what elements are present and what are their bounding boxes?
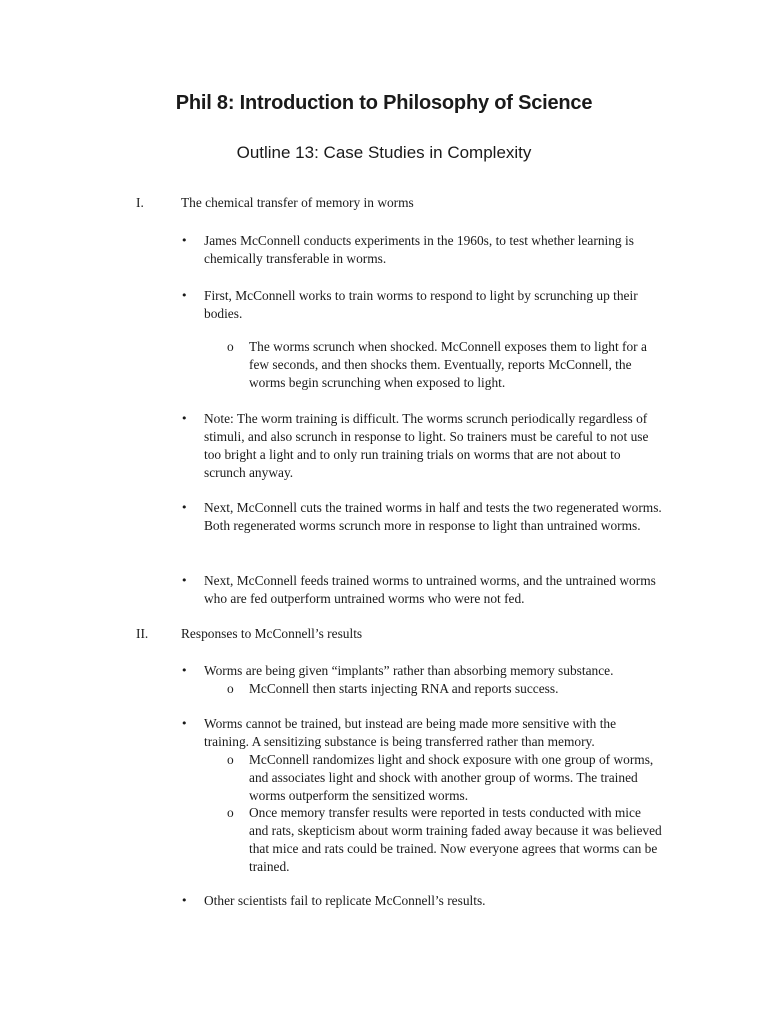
bullet-item: • Note: The worm training is difficult. The worms scrunch periodically regardless of stimuli, and also scrunch in response to light. So trainers must be careful to not use too bright a light and to only run training trials on worms that are not about to scrunch anyway. [204,410,662,482]
sub-bullet-item: McConnell randomizes light and shock exposure with one group of worms, and associates light and shock with another group of worms. The trained worms outperform the sensitized worms. [249,752,654,803]
sub-bullet-item: Once memory transfer results were reported in tests conducted with mice and rats, skepticism about worm training faded away because it was believed that mice and rats could be trained. Now everyone agrees that worms can be trained. [249,805,662,874]
sub-bullet-marker: o [227,681,234,696]
section-heading: The chemical transfer of memory in worms [181,195,414,210]
sub-bullet-marker: o [227,339,234,354]
sub-bullet-marker: o [227,805,234,820]
sub-bullet-item: The worms scrunch when shocked. McConnell exposes them to light for a few seconds, and then shocks them. Eventually, reports McConnell, the worms begin scrunching when exposed to light. [249,339,647,390]
bullet-item: • Worms are being given “implants” rather than absorbing memory substance. [204,662,662,680]
bullet-item: • Other scientists fail to replicate McConnell’s results. [204,892,662,910]
page-title: Phil 8: Introduction to Philosophy of Science [175,92,593,114]
section-number: II. [136,626,149,641]
bullet-item: • First, McConnell works to train worms to respond to light by scrunching up their bodies. [204,287,662,323]
bullet-item: • Worms cannot be trained, but instead are being made more sensitive with the training. A sensitizing substance is being transferred rather than memory. [204,715,662,751]
bullet-item: • Next, McConnell cuts the trained worms in half and tests the two regenerated worms. Both regenerated worms scrunch more in response to light than untrained worms. [204,499,662,535]
section-number: I. [136,195,144,210]
sub-bullet-item: McConnell then starts injecting RNA and reports success. [249,681,559,696]
sub-bullet-marker: o [227,752,234,767]
bullet-item: • James McConnell conducts experiments in the 1960s, to test whether learning is chemically transferable in worms. [204,232,662,268]
page-subtitle: Outline 13: Case Studies in Complexity [236,143,532,162]
bullet-item: • Next, McConnell feeds trained worms to untrained worms, and the untrained worms who are fed outperform untrained worms who were not fed. [204,572,662,608]
section-heading: Responses to McConnell’s results [181,626,363,641]
